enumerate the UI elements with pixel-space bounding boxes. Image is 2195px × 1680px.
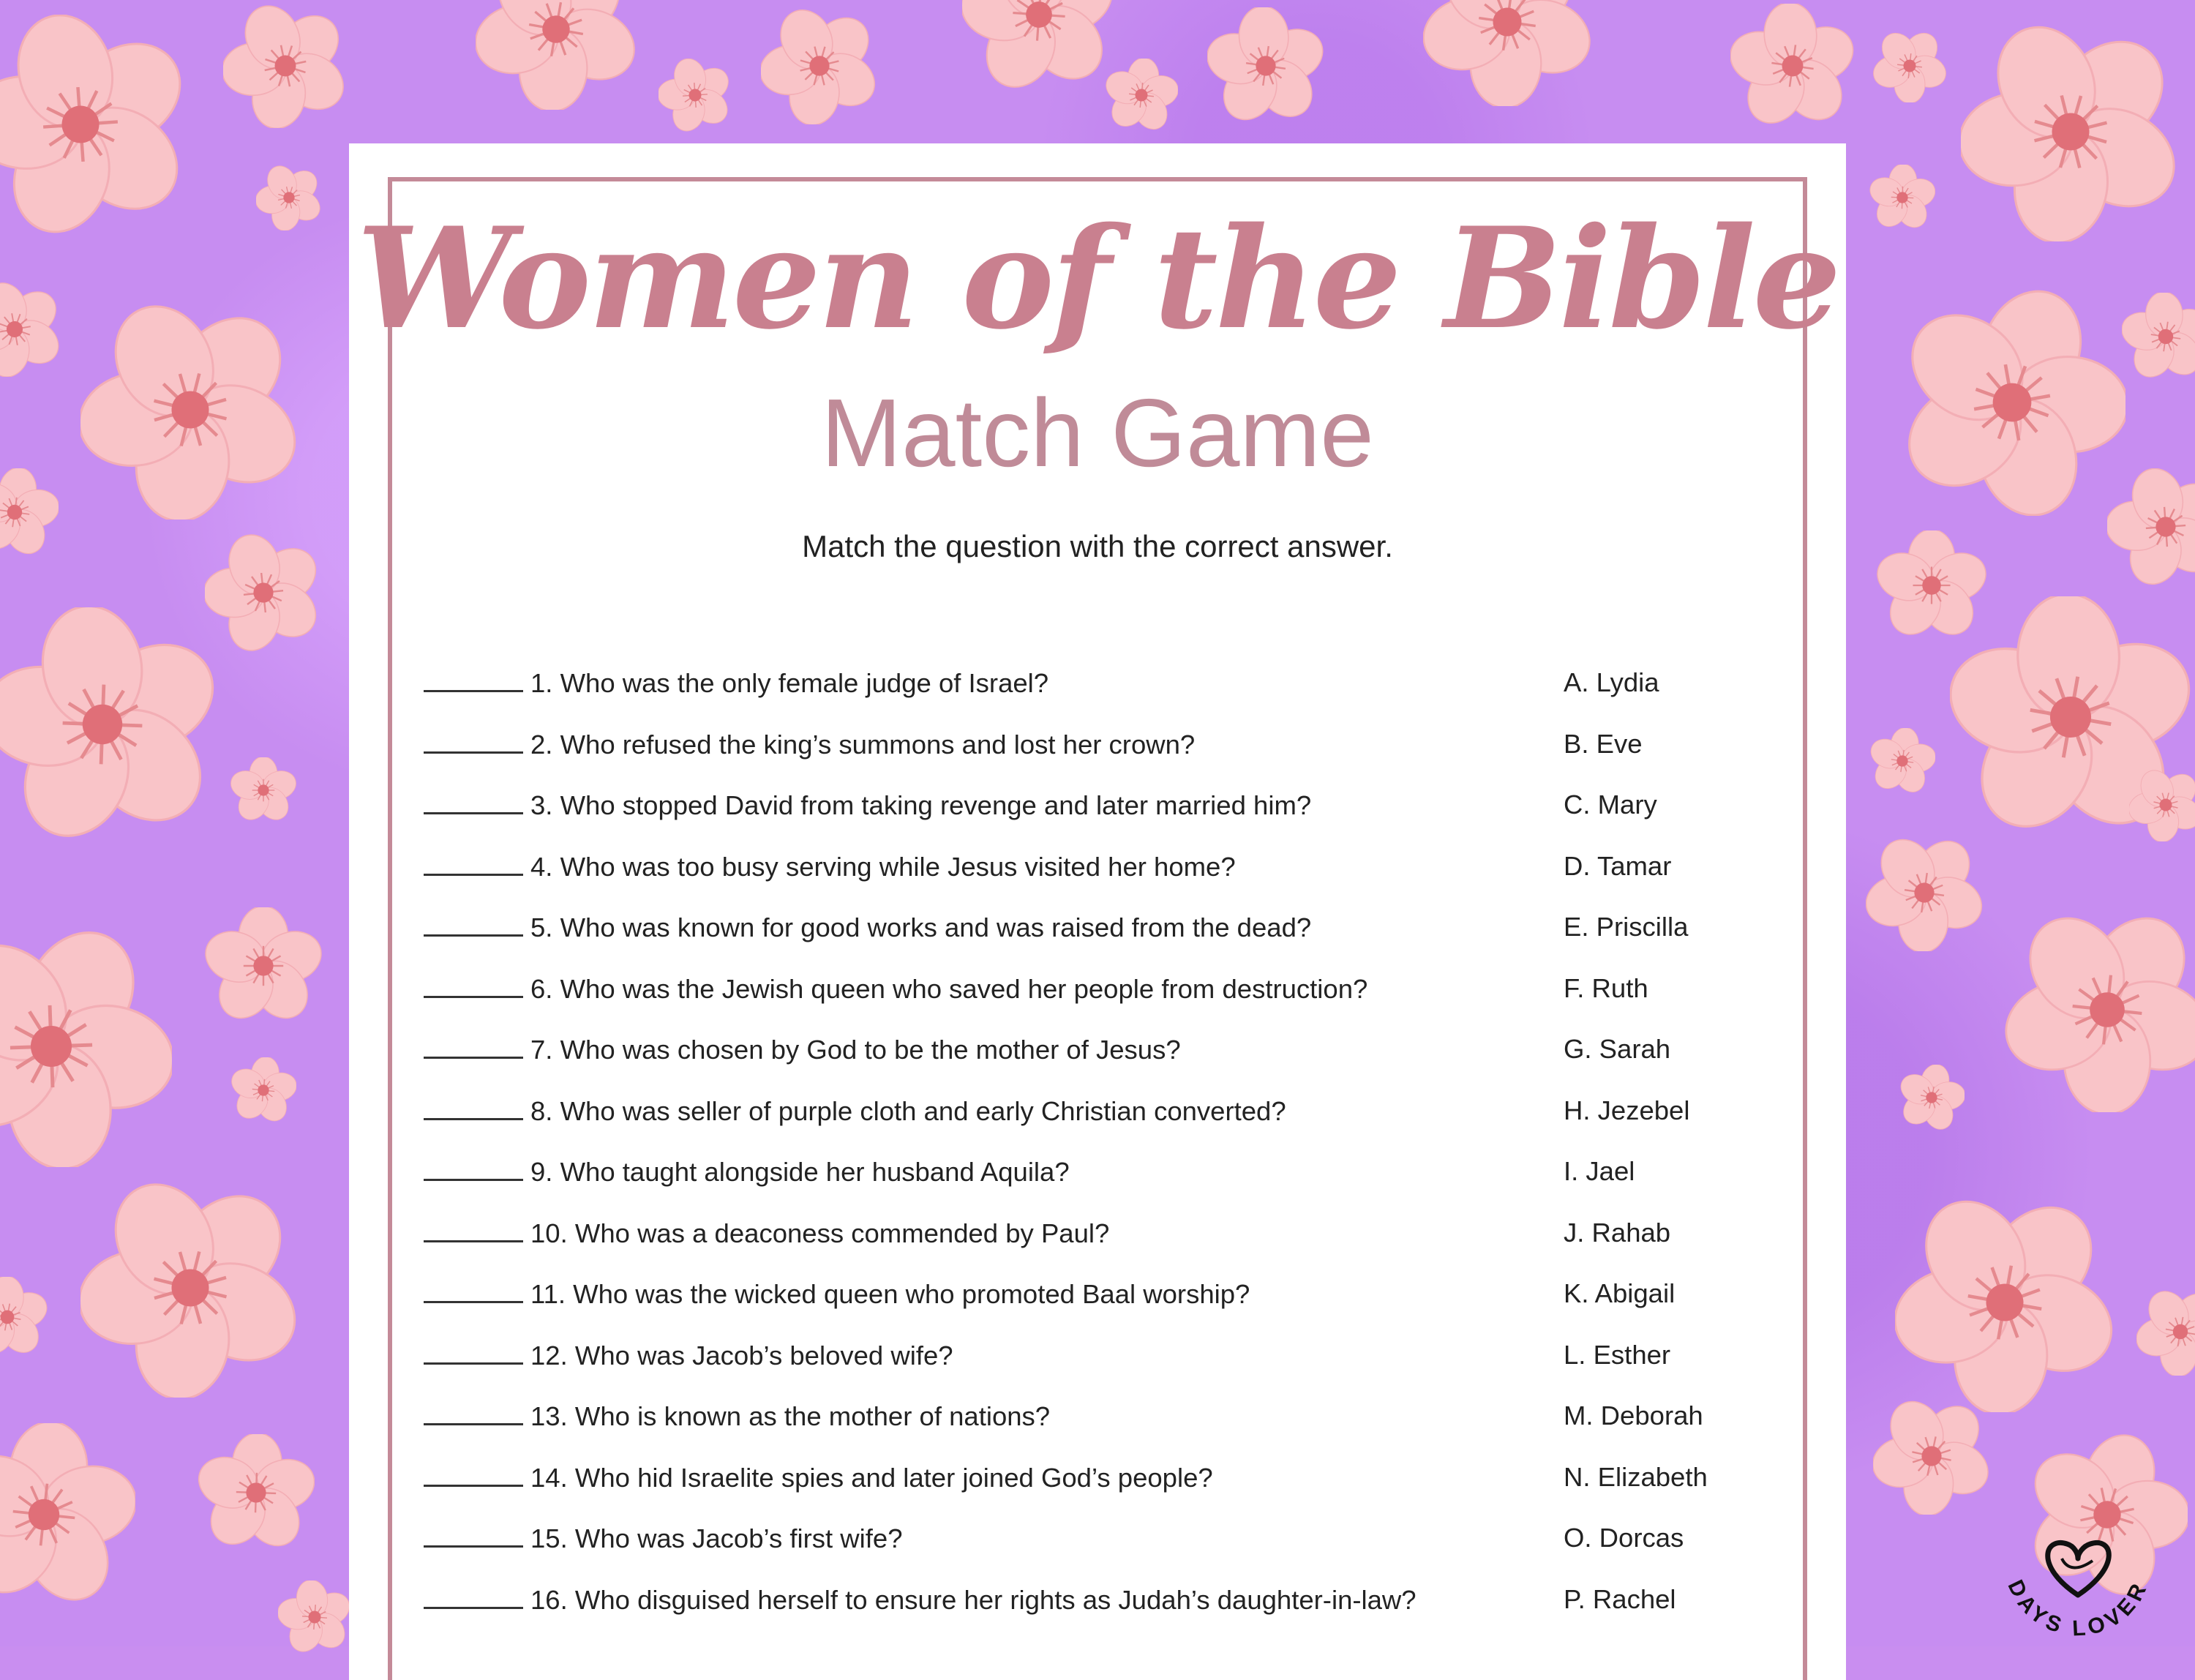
flower-decoration: [1895, 1193, 2115, 1412]
flower-decoration: [0, 468, 59, 556]
answer-blank[interactable]: [424, 1461, 523, 1487]
answer-option: H. Jezebel: [1564, 1095, 1690, 1125]
flower-decoration: [2129, 768, 2195, 841]
days-lover-logo: [1983, 1518, 2173, 1643]
answer-blank[interactable]: [424, 1278, 523, 1303]
flower-decoration: [962, 0, 1116, 91]
question-text: 4. Who was too busy serving while Jesus visited her home?: [530, 851, 1236, 882]
question-row: [424, 1400, 1536, 1461]
question-row: [424, 1033, 1536, 1095]
worksheet-card: [349, 143, 1846, 1680]
flower-decoration: [205, 907, 322, 1024]
question-list: [424, 667, 1536, 1644]
answer-blank[interactable]: [424, 1033, 523, 1059]
flower-decoration: [230, 1057, 296, 1123]
flower-decoration: [1899, 1065, 1965, 1130]
flower-decoration: [2107, 468, 2195, 585]
question-text: 16. Who disguised herself to ensure her rights as Judah’s daughter-in-law?: [530, 1584, 1417, 1615]
answer-option: A. Lydia: [1564, 667, 1659, 697]
answer-option: D. Tamar: [1564, 850, 1672, 881]
flower-decoration: [1873, 29, 1946, 102]
question-row: [424, 911, 1536, 972]
flower-decoration: [658, 59, 732, 132]
question-text: 7. Who was chosen by God to be the mother of Jesus?: [530, 1035, 1181, 1065]
flower-decoration: [0, 1423, 135, 1606]
flower-decoration: [1105, 59, 1178, 132]
flower-decoration: [761, 7, 878, 124]
question-row: [424, 1278, 1536, 1339]
answer-blank[interactable]: [424, 1339, 523, 1365]
flower-decoration: [2136, 1288, 2195, 1376]
answer-blank[interactable]: [424, 1095, 523, 1120]
answer-option: K. Abigail: [1564, 1278, 1676, 1308]
answer-blank[interactable]: [424, 850, 523, 876]
flower-decoration: [1873, 1398, 1990, 1515]
answer-blank[interactable]: [424, 789, 523, 814]
answer-blank[interactable]: [424, 972, 523, 998]
question-row: [424, 972, 1536, 1034]
answer-option: O. Dorcas: [1564, 1523, 1684, 1553]
question-text: 1. Who was the only female judge of Israel?: [530, 668, 1049, 698]
flower-decoration: [2122, 293, 2195, 380]
flower-decoration: [278, 1580, 351, 1654]
flower-decoration: [205, 534, 322, 651]
flower-decoration: [1207, 7, 1324, 124]
flower-decoration: [80, 300, 300, 520]
question-text: 10. Who was a deaconess commended by Paul?: [530, 1218, 1110, 1248]
flower-decoration: [80, 1178, 300, 1398]
answer-blank[interactable]: [424, 667, 523, 692]
answer-blank[interactable]: [424, 1400, 523, 1425]
flower-decoration: [198, 1434, 315, 1551]
answer-blank[interactable]: [424, 1522, 523, 1548]
answer-option: I. Jael: [1564, 1156, 1635, 1186]
question-row: [424, 1217, 1536, 1278]
question-text: 14. Who hid Israelite spies and later joined God’s people?: [530, 1462, 1213, 1493]
flower-decoration: [1866, 834, 1983, 951]
flower-decoration: [230, 757, 296, 823]
instructions: Match the question with the correct answer.: [802, 529, 1393, 563]
answer-option: L. Esther: [1564, 1339, 1671, 1370]
question-text: 6. Who was the Jewish queen who saved her people from destruction?: [530, 973, 1368, 1004]
question-text: 5. Who was known for good works and was raised from the dead?: [530, 912, 1312, 942]
svg-text:DAYS LOVER: DAYS LOVER: [2003, 1576, 2153, 1641]
flower-decoration: [1869, 165, 1935, 230]
question-text: 12. Who was Jacob’s beloved wife?: [530, 1340, 953, 1370]
question-text: 3. Who stopped David from taking revenge and later married him?: [530, 790, 1312, 820]
question-text: 8. Who was seller of purple cloth and early Christian converted?: [530, 1095, 1286, 1126]
question-row: [424, 667, 1536, 728]
answer-option: E. Priscilla: [1564, 912, 1689, 942]
answer-blank[interactable]: [424, 1155, 523, 1181]
flower-decoration: [0, 1277, 48, 1357]
question-row: [424, 1583, 1536, 1645]
page-subtitle: Match Game: [821, 379, 1374, 487]
question-row: [424, 1339, 1536, 1400]
answer-blank[interactable]: [424, 1217, 523, 1242]
answer-blank[interactable]: [424, 1583, 523, 1609]
flower-decoration: [0, 15, 190, 234]
question-row: [424, 1522, 1536, 1583]
flower-decoration: [476, 0, 637, 110]
flower-decoration: [2005, 907, 2195, 1112]
answer-option: G. Sarah: [1564, 1034, 1671, 1064]
question-text: 15. Who was Jacob’s first wife?: [530, 1523, 903, 1553]
question-row: [424, 1095, 1536, 1156]
question-row: [424, 850, 1536, 912]
flower-decoration: [0, 607, 220, 841]
question-text: 2. Who refused the king’s summons and lost her crown?: [530, 729, 1196, 760]
answer-option: N. Elizabeth: [1564, 1461, 1708, 1492]
question-row: [424, 1155, 1536, 1217]
flower-decoration: [256, 165, 322, 230]
question-row: [424, 1461, 1536, 1523]
question-text: 9. Who taught alongside her husband Aquila?: [530, 1157, 1070, 1187]
flower-decoration: [1899, 289, 2125, 516]
answer-option: F. Ruth: [1564, 972, 1648, 1003]
flower-decoration: [1730, 4, 1855, 128]
flower-decoration: [0, 282, 62, 377]
flower-decoration: [1869, 728, 1935, 794]
question-text: 11. Who was the wicked queen who promoted Baal worship?: [530, 1279, 1250, 1309]
answer-option: J. Rahab: [1564, 1217, 1671, 1248]
question-text: 13. Who is known as the mother of nations?: [530, 1401, 1051, 1431]
answer-blank[interactable]: [424, 911, 523, 937]
answer-option: C. Mary: [1564, 790, 1657, 820]
question-row: [424, 789, 1536, 850]
answer-list: [1564, 667, 1783, 1644]
answer-option: M. Deborah: [1564, 1400, 1703, 1430]
answer-blank[interactable]: [424, 728, 523, 754]
answer-option: P. Rachel: [1564, 1583, 1676, 1614]
flower-decoration: [223, 4, 348, 128]
page-title: Women of the Bible: [356, 197, 1839, 360]
answer-option: B. Eve: [1564, 728, 1643, 759]
flower-decoration: [1961, 22, 2180, 241]
flower-decoration: [0, 926, 172, 1167]
question-row: [424, 728, 1536, 790]
flower-decoration: [1423, 0, 1591, 106]
